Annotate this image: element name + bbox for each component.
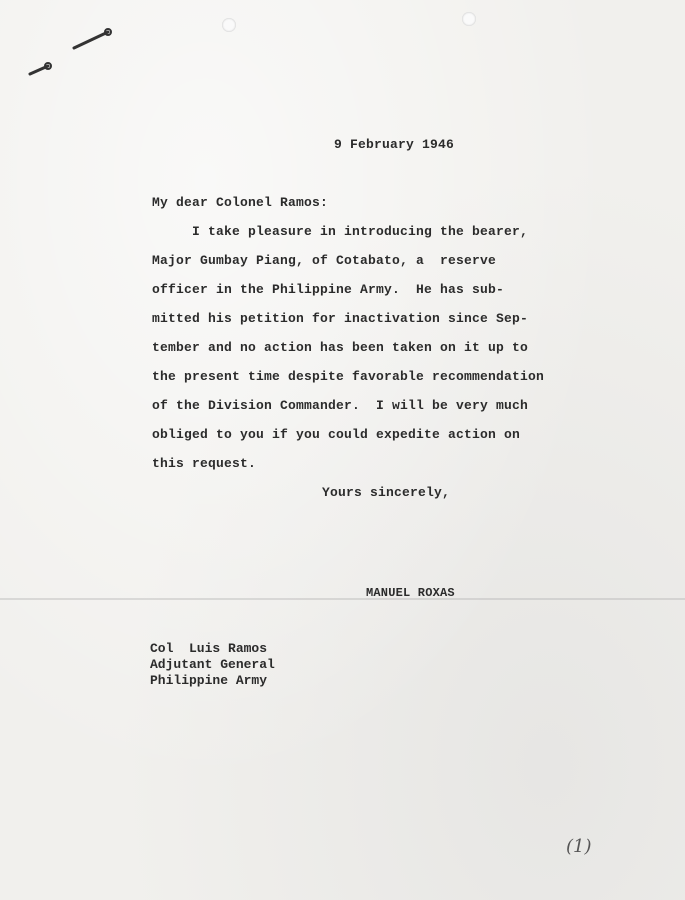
- letter-body: [152, 217, 544, 478]
- body-line: of the Division Commander. I will be very much: [152, 398, 529, 413]
- letter-salutation: My dear Colonel Ramos:: [152, 195, 329, 210]
- addressee-line: Philippine Army: [150, 673, 268, 688]
- addressee-line: Col Luis Ramos: [150, 641, 268, 656]
- addressee-line: Adjutant General: [150, 657, 275, 672]
- page-number-mark: (1): [566, 836, 592, 857]
- punch-hole-right: [462, 12, 476, 26]
- letter-closing: Yours sincerely,: [322, 485, 451, 500]
- letter-signature: MANUEL ROXAS: [366, 586, 455, 600]
- body-line: I take pleasure in introducing the bearer,: [152, 224, 529, 239]
- letter-date: 9 February 1946: [334, 137, 455, 152]
- body-line: obliged to you if you could expedite action on: [152, 427, 521, 442]
- body-line: Major Gumbay Piang, of Cotabato, a reserve: [152, 253, 497, 268]
- body-line: officer in the Philippine Army. He has sub-: [152, 282, 505, 297]
- addressee-block: [150, 641, 275, 689]
- staple-mark-icon: [26, 26, 116, 86]
- paper-fold-line: [0, 598, 685, 600]
- punch-hole-left: [222, 18, 236, 32]
- body-line: the present time despite favorable recommendation: [152, 369, 545, 384]
- body-line: mitted his petition for inactivation since Sep-: [152, 311, 529, 326]
- body-line: tember and no action has been taken on it up to: [152, 340, 529, 355]
- body-line: this request.: [152, 456, 257, 471]
